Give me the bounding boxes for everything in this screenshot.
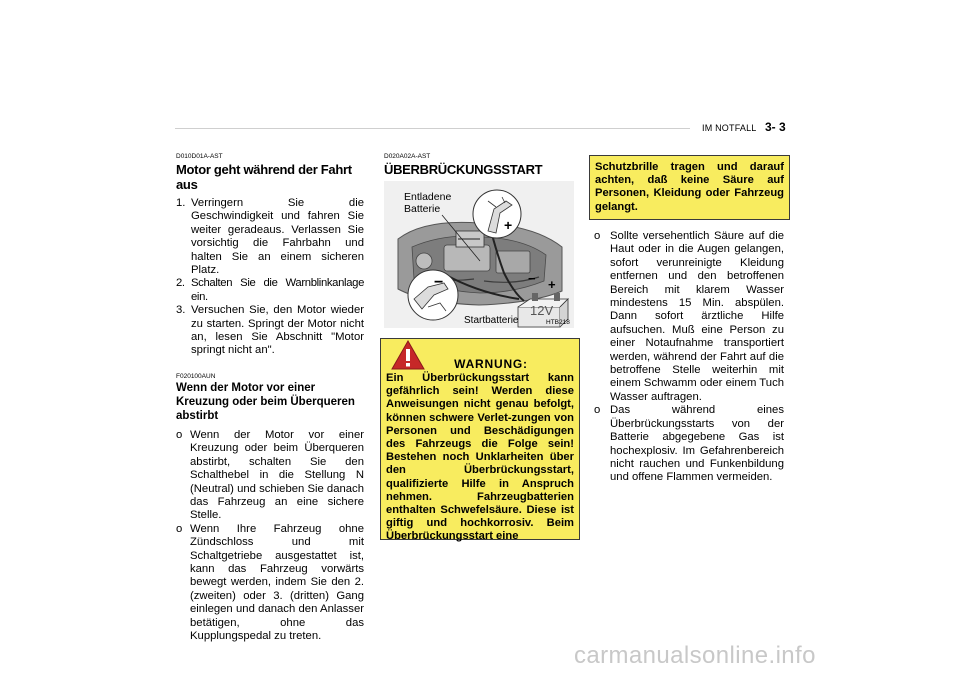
figure-code: HTB218: [546, 319, 570, 326]
caution-box: Schutzbrille tragen und darauf achten, daß keine Säure auf Personen, Kleidung oder Fahrzeug gelangt.: [589, 155, 790, 220]
list-item: o Das während eines Überbrückungsstarts von der Batterie abgegebene Gas ist hochexplosiv. Im Gefahrenbereich nicht rauchen und Funkenbildung und offene Flammen vermeiden.: [594, 404, 784, 484]
column-right: [594, 230, 784, 485]
label-start-battery: Startbatterie: [464, 315, 519, 326]
warning-text: Ein Überbrückungsstart kann gefährlich sein! Werden diese Anweisungen nicht genau befolgt, können schwere Verlet-zungen von Personen und Beschädigungen des Fahrzeugs die Folge sein! Bestehen noch Unklarheiten über den Überbrückungsstart, qualifizierte Hilfe in Anspruch nehmen. Fahrzeugbatterien enthalten Schwefelsäure. Diese ist giftig und hochkorrosiv. Beim Überbrückungsstart eine: [386, 372, 574, 543]
plus-sign: +: [504, 217, 513, 233]
watermark-text: carmanualsonline.info: [574, 642, 816, 669]
warning-title: WARNUNG:: [454, 357, 528, 371]
section-code: F020100AUN: [176, 372, 216, 380]
heading-intersection: Wenn der Motor vor einer Kreuzung oder beim Überqueren abstirbt: [176, 381, 355, 422]
bullets-list: [176, 429, 364, 644]
heading-engine-stalls: Motor geht während der Fahrt aus: [176, 162, 352, 192]
list-item: 2. Schalten Sie die Warnblinkanlage ein.: [176, 277, 364, 303]
warning-triangle-icon: [391, 340, 425, 370]
bullets-list: [594, 230, 784, 485]
list-item: o Sollte versehentlich Säure auf die Haut oder in die Augen gelangen, sofort verunreinigte Kleidung entfernen und den betroffenen Bereich mit klarem Wasser mindestens 15 Min. abspülen. Dann sofort ärztliche Hilfe aufsuchen. Muß eine Person zu einer Notaufnahme transportiert werden, während der Fahrt auf die betroffene Stelle weiterhin mit einem Schwamm oder einem Tuch Wasser auftragen.: [594, 230, 784, 403]
list-item: o Wenn der Motor vor einer Kreuzung oder beim Überqueren abstirbt, schalten Sie den Schalthebel in die Stellung N (Neutral) und schieben Sie danach das Fahrzeug an eine sichere Stelle.: [176, 428, 364, 522]
minus-sign: −: [528, 271, 536, 286]
list-item: 3. Versuchen Sie, den Motor wieder zu starten. Springt der Motor nicht an, lesen Sie Abschnitt "Motor springt nicht an".: [176, 304, 364, 357]
column-middle: [384, 153, 580, 177]
section-title: IM NOTFALL: [702, 123, 757, 133]
list-item: 1. Verringern Sie die Geschwindigkeit und fahren Sie weiter geradeaus. Verlassen Sie vorsichtig die Fahrbahn und halten Sie an einem sicheren Platz.: [176, 197, 364, 277]
plus-sign: +: [548, 277, 556, 292]
label-discharged-battery: Entladene Batterie: [404, 191, 452, 215]
label-12v: 12V: [530, 303, 554, 318]
steps-list: [176, 197, 364, 358]
list-item: o Wenn Ihre Fahrzeug ohne Zündschloss und mit Schaltgetriebe ausgestattet ist, kann das Fahrzeug vorwärts bewegt werden, indem Sie den 2. (zweiten) oder 3. (dritten) Gang einlegen und danach den Anlasser betätigen, ohne das Kupplungspedal zu treten.: [176, 522, 364, 642]
minus-sign: −: [434, 274, 444, 291]
header-rule: [175, 128, 690, 129]
heading-jump-start: ÜBERBRÜCKUNGSSTART: [384, 162, 543, 177]
jump-start-illustration: [384, 181, 574, 328]
column-left: [176, 153, 364, 643]
section-code: D020A02A-AST: [384, 153, 431, 160]
page-number: 3- 3: [765, 120, 786, 134]
section-code: D010D01A-AST: [176, 153, 223, 160]
